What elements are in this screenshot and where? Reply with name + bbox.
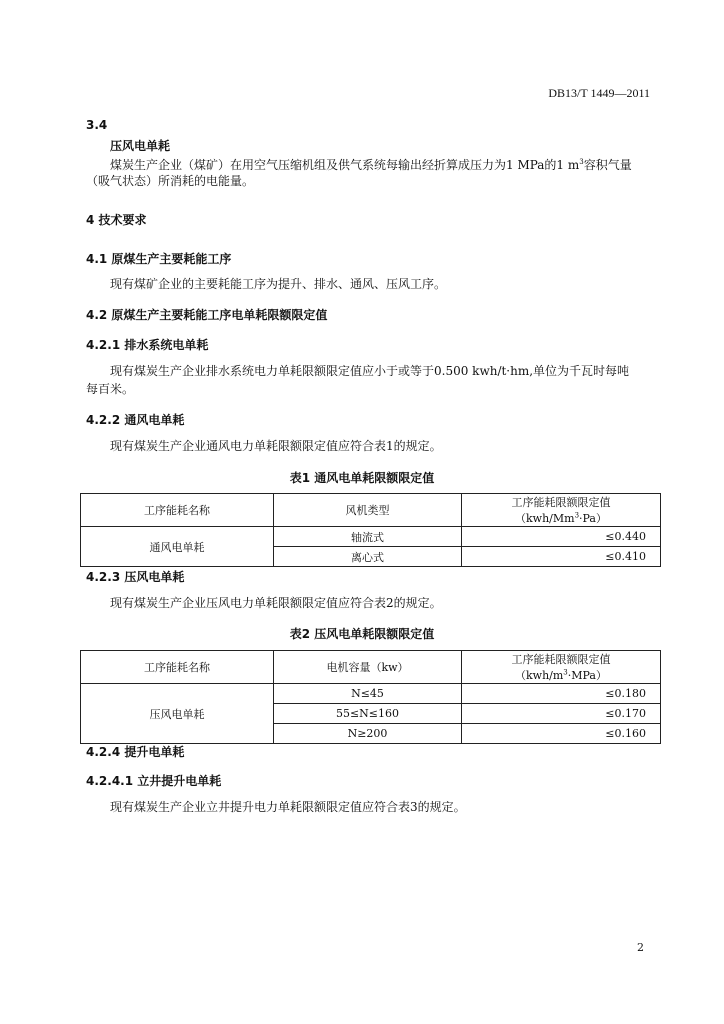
- table2-value-cell: ≤0.180: [462, 684, 661, 704]
- section-4-2-1-line2: 每百米。: [86, 382, 135, 396]
- section-4-2-heading: 4.2 原煤生产主要耗能工序电单耗限额限定值: [86, 308, 328, 322]
- section-4-heading: 4 技术要求: [86, 213, 147, 227]
- section-4-2-4-1-heading: 4.2.4.1 立井提升电单耗: [86, 774, 222, 788]
- table1-value-cell: ≤0.410: [462, 547, 661, 567]
- section-4-2-2-text: 现有煤炭生产企业通风电力单耗限额限定值应符合表1的规定。: [110, 439, 442, 453]
- table2-header-row: [81, 651, 661, 684]
- table1-col2-header: 风机类型: [274, 494, 462, 527]
- section-3-4-title: 压风电单耗: [110, 139, 171, 153]
- table1-header-row: [81, 494, 661, 527]
- table2-cap-cell: 55≤N≤160: [274, 704, 462, 724]
- table2-value-cell: ≤0.160: [462, 724, 661, 744]
- page-number: 2: [637, 941, 644, 954]
- table2-cap-cell: N≤45: [274, 684, 462, 704]
- table1-type-cell: 轴流式: [274, 527, 462, 547]
- table2-value-cell: ≤0.170: [462, 704, 661, 724]
- table1-type-cell: 离心式: [274, 547, 462, 567]
- section-4-2-4-1-text: 现有煤炭生产企业立井提升电力单耗限额限定值应符合表3的规定。: [110, 800, 466, 814]
- table-row: [81, 527, 661, 547]
- section-4-2-2-heading: 4.2.2 通风电单耗: [86, 413, 185, 427]
- section-4-2-1-heading: 4.2.1 排水系统电单耗: [86, 338, 209, 352]
- section-3-4-number: 3.4: [86, 118, 108, 132]
- table1-caption: 表1 通风电单耗限额限定值: [289, 471, 435, 485]
- section-3-4-line2: （吸气状态）所消耗的电能量。: [86, 174, 255, 188]
- section-4-2-3-text: 现有煤炭生产企业压风电力单耗限额限定值应符合表2的规定。: [110, 596, 442, 610]
- section-4-1-heading: 4.1 原煤生产主要耗能工序: [86, 252, 232, 266]
- table-row: [81, 684, 661, 704]
- table2-col2-header: 电机容量（kw）: [274, 651, 462, 684]
- section-4-2-3-heading: 4.2.3 压风电单耗: [86, 570, 185, 584]
- table1: [80, 493, 661, 567]
- table2-caption: 表2 压风电单耗限额限定值: [289, 627, 435, 641]
- table1-col3-header: 工序能耗限额限定值$(kwh/Mm^3\cdot Pa)$: [462, 494, 661, 527]
- table1-name-cell: 通风电单耗: [81, 527, 274, 567]
- table1-value-cell: ≤0.440: [462, 527, 661, 547]
- table2-name-cell: 压风电单耗: [81, 684, 274, 744]
- table2: [80, 650, 661, 744]
- table1-col1-header: 工序能耗名称: [81, 494, 274, 527]
- section-3-4-line1: 煤炭生产企业（煤矿）在用空气压缩机组及供气系统每输出经折算成压力为1 MPa的1 $m^3$容积气量: [110, 158, 632, 172]
- document-id: DB13/T 1449—2011: [548, 86, 650, 100]
- table2-col1-header: 工序能耗名称: [81, 651, 274, 684]
- section-4-2-4-heading: 4.2.4 提升电单耗: [86, 745, 185, 759]
- section-4-1-text: 现有煤矿企业的主要耗能工序为提升、排水、通风、压风工序。: [110, 277, 447, 291]
- table2-col3-header: 工序能耗限额限定值$(kwh/m^3\cdot MPa)$: [462, 651, 661, 684]
- table2-cap-cell: N≥200: [274, 724, 462, 744]
- section-4-2-1-line1: 现有煤炭生产企业排水系统电力单耗限额限定值应小于或等于0.500 kwh/t·hm,单位为千瓦时每吨: [110, 364, 630, 378]
